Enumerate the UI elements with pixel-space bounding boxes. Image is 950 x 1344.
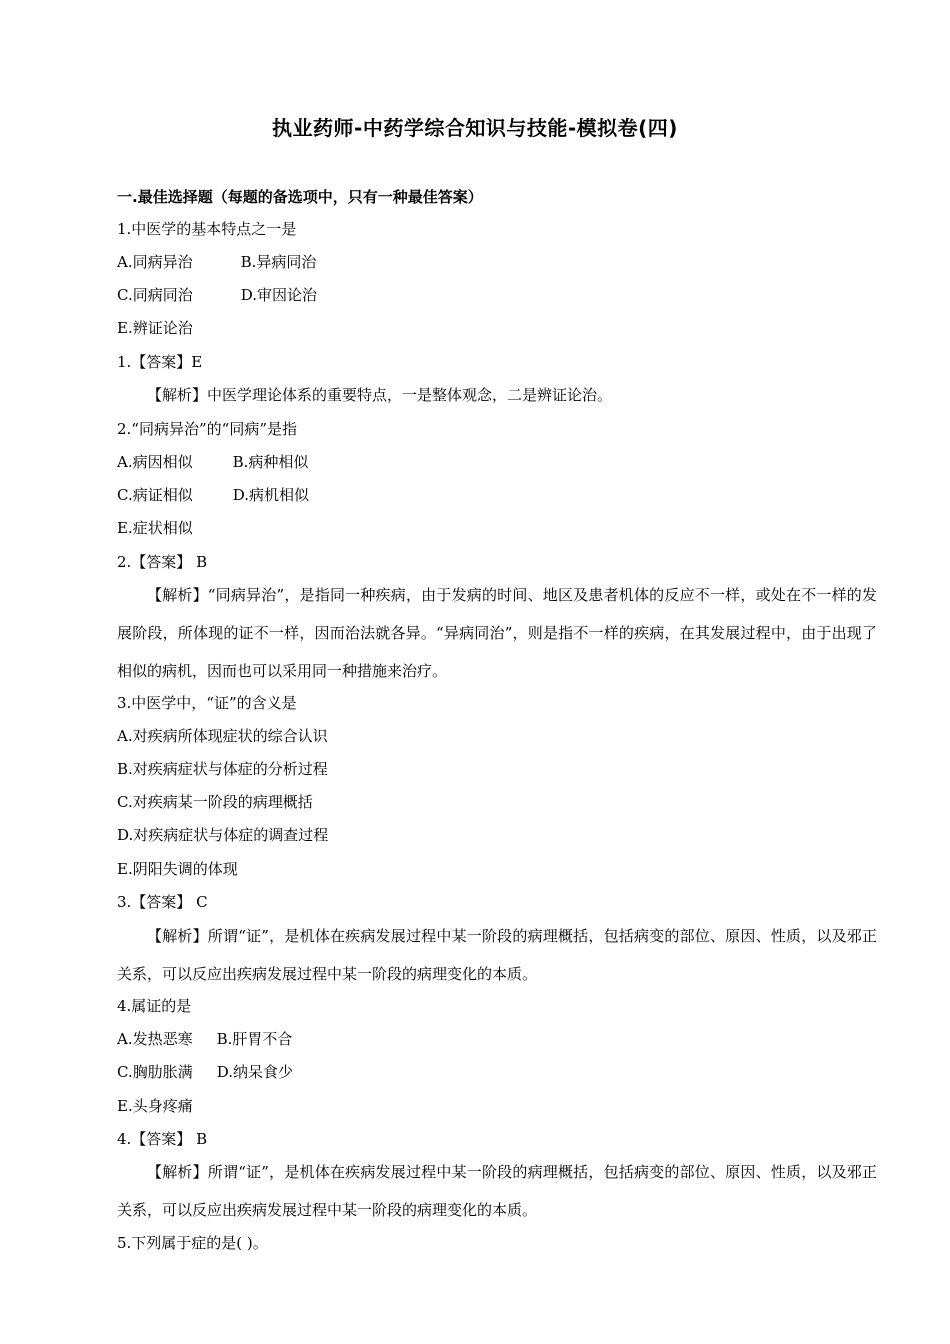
q2-option-b: B.病种相似 [232,453,309,471]
q3-option-a: A.对疾病所体现症状的综合认识 [117,727,328,745]
q4-options-ab [117,1029,292,1049]
q2-option-c: C.病证相似 [117,486,193,504]
section-heading: 一.最佳选择题（每题的备选项中，只有一种最佳答案） [117,188,483,206]
q3-option-b: B.对疾病症状与体症的分析过程 [117,760,328,778]
document-title: 执业药师-中药学综合知识与技能-模拟卷(四) [272,116,678,140]
q1-stem: 1.中医学的基本特点之一是 [117,220,297,238]
q4-option-e: E.头身疼痛 [117,1097,193,1115]
q2-option-d: D.病机相似 [232,486,309,504]
q4-option-d: D.纳呆食少 [216,1063,293,1081]
q1-analysis: 【解析】中医学理论体系的重要特点，一是整体观念，二是辨证论治。 [147,386,613,404]
q4-option-b: B.肝胃不合 [216,1030,293,1048]
q2-option-a: A.病因相似 [117,453,193,471]
q3-answer: 3.【答案】 C [117,893,208,911]
q2-stem: 2.“同病异治”的“同病”是指 [117,420,297,438]
q2-analysis: 【解析】“同病异治”，是指同一种疾病，由于发病的时间、地区及患者机体的反应不一样，或处在不一样的发展阶段，所体现的证不一样，因而治法就各异。“异病同治”，则是指不一样的疾病，在其发展过程中，由于出现了相似的病机，因而也可以采用同一种措施来治疗。 [117,586,877,680]
q1-option-d: D.审因论治 [240,286,317,304]
q2-options-cd [117,485,309,505]
q2-option-e: E.症状相似 [117,519,193,537]
q4-option-a: A.发热恶寒 [117,1030,193,1048]
q4-analysis: 【解析】所谓“证”，是机体在疾病发展过程中某一阶段的病理概括，包括病变的部位、原因、性质，以及邪正关系，可以反应出疾病发展过程中某一阶段的病理变化的本质。 [117,1163,877,1219]
q1-option-c: C.同病同治 [117,286,193,304]
q1-options-ab [117,252,316,272]
q3-stem: 3.中医学中，“证”的含义是 [117,694,297,712]
q3-option-e: E.阴阳失调的体现 [117,860,238,878]
q4-stem: 4.属证的是 [117,997,192,1015]
q1-answer: 1.【答案】E [117,353,203,371]
q1-option-b: B.异病同治 [240,253,317,271]
q4-options-cd [117,1062,293,1082]
q4-answer: 4.【答案】 B [117,1130,208,1148]
q1-options-cd [117,285,317,305]
q2-options-ab [117,452,308,472]
q3-option-d: D.对疾病症状与体症的调查过程 [117,826,329,844]
q3-option-c: C.对疾病某一阶段的病理概括 [117,793,313,811]
q1-option-a: A.同病异治 [117,253,193,271]
q3-analysis: 【解析】所谓“证”，是机体在疾病发展过程中某一阶段的病理概括，包括病变的部位、原因、性质，以及邪正关系，可以反应出疾病发展过程中某一阶段的病理变化的本质。 [117,927,877,983]
q1-option-e: E.辨证论治 [117,319,193,337]
q2-answer: 2.【答案】 B [117,553,208,571]
q5-stem: 5.下列属于症的是( )。 [117,1234,268,1252]
q4-option-c: C.胸肋胀满 [117,1063,193,1081]
